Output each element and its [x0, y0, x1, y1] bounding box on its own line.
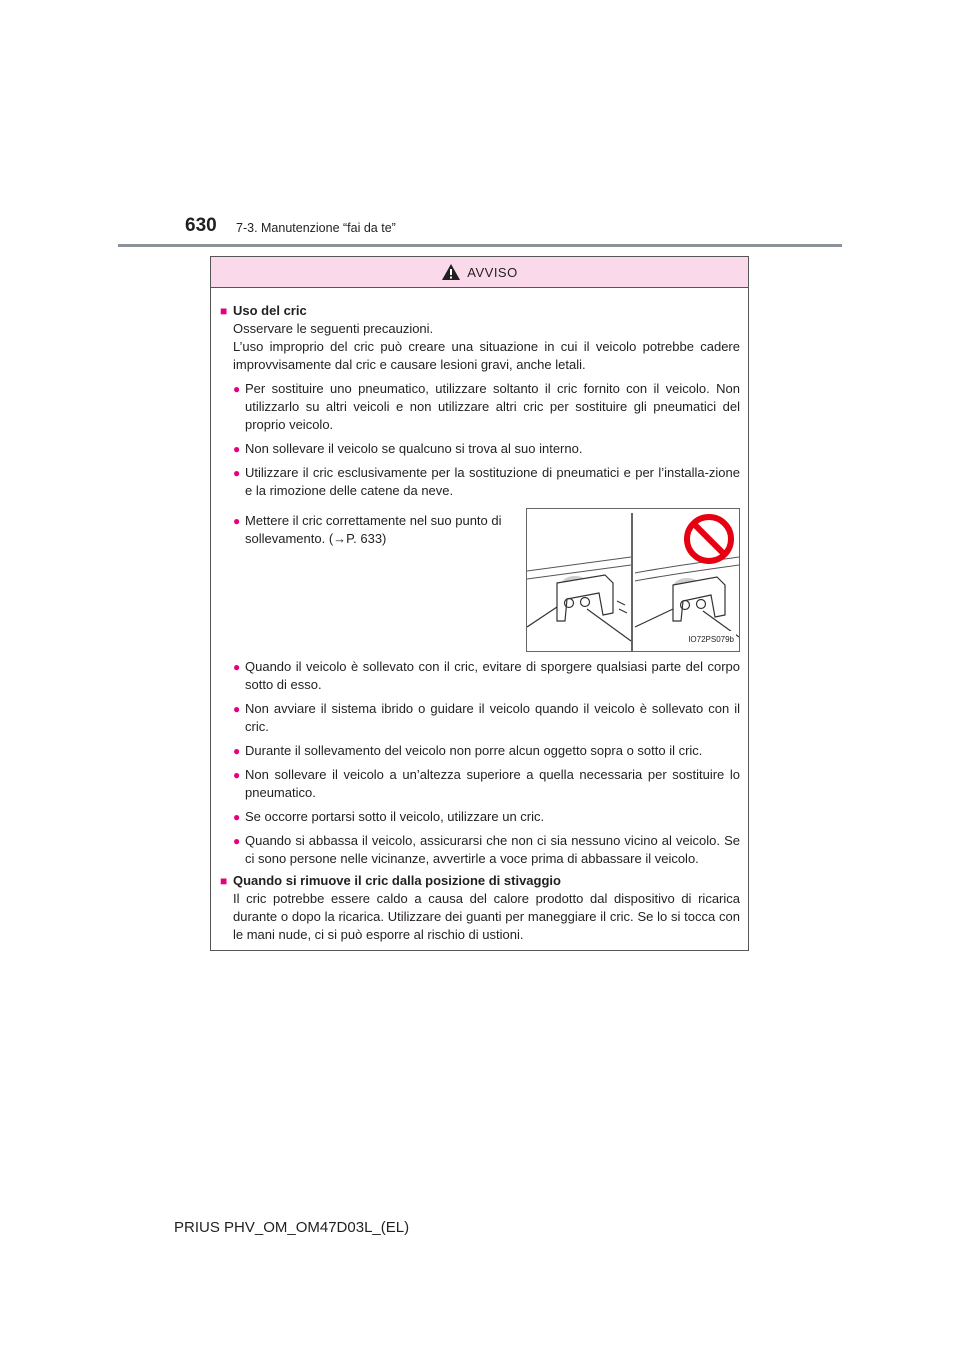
list-item — [233, 512, 506, 652]
list-item — [233, 440, 740, 458]
document-code: PRIUS PHV_OM_OM47D03L_(EL) — [174, 1219, 410, 1236]
page-number: 630 — [185, 215, 217, 236]
figure-row — [220, 508, 740, 652]
paragraph: Il cric potrebbe essere caldo a causa del calore prodotto dal dispositivo di ricarica durante o dopo la ricarica. Utilizzare dei guanti per maneggiare il cric. Se lo si tocca con le mani nude, ci si può esporre al rischio di ustioni. — [233, 891, 740, 942]
circle-bullet-icon: ● — [233, 466, 241, 480]
section-heading — [220, 872, 740, 890]
list-item — [233, 700, 740, 736]
circle-bullet-icon: ● — [233, 382, 241, 396]
circle-bullet-icon: ● — [233, 702, 241, 716]
section-title: 7-3. Manutenzione “fai da te” — [236, 221, 396, 235]
list-item-text: Quando il veicolo è sollevato con il cric, evitare di sporgere qualsiasi parte del corpo sotto di esso. — [245, 659, 740, 692]
list-item — [233, 766, 740, 802]
heading-text: Quando si rimuove il cric dalla posizione di stivaggio — [233, 873, 561, 888]
list-item-text: Durante il sollevamento del veicolo non porre alcun oggetto sopra o sotto il cric. — [245, 743, 703, 758]
circle-bullet-icon: ● — [233, 660, 241, 674]
jack-illustration — [526, 508, 740, 652]
list-item — [233, 658, 740, 694]
prohibition-icon — [687, 517, 731, 561]
warning-content — [211, 288, 748, 944]
header-rule — [118, 244, 842, 247]
list-item — [233, 464, 740, 500]
jack-placement-drawing — [527, 509, 739, 651]
list-item-text: Non avviare il sistema ibrido o guidare il veicolo quando il veicolo è sollevato con il cric. — [245, 701, 740, 734]
square-bullet-icon: ■ — [220, 874, 228, 888]
list-item — [233, 832, 740, 868]
section-heading — [220, 302, 740, 320]
warning-header — [211, 257, 748, 288]
list-item — [233, 742, 740, 760]
circle-bullet-icon: ● — [233, 744, 241, 758]
figure-code: IO72PS079b — [686, 631, 736, 649]
circle-bullet-icon: ● — [233, 514, 241, 528]
warning-triangle-icon — [441, 263, 461, 281]
circle-bullet-icon: ● — [233, 810, 241, 824]
list-item-text: Non sollevare il veicolo se qualcuno si trova al suo interno. — [245, 441, 583, 456]
paragraph: Osservare le seguenti precauzioni. — [233, 321, 434, 336]
circle-bullet-icon: ● — [233, 834, 241, 848]
list-item-text: Mettere il cric correttamente nel suo punto di sollevamento. (→P. 633) — [245, 513, 502, 546]
list-item — [233, 380, 740, 434]
list-item-text: Quando si abbassa il veicolo, assicurarsi che non ci sia nessuno vicino al veicolo. Se ci sono persone nelle vicinanze, avvertirle a voce prima di abbassare il veicolo. — [245, 833, 740, 866]
list-item-text: Per sostituire uno pneumatico, utilizzare soltanto il cric fornito con il veicolo. Non utilizzarlo su altri veicoli e non utilizzare altri cric per sostituire gli pneumatici del proprio veicolo. — [245, 381, 740, 432]
list-item-text: Utilizzare il cric esclusivamente per la sostituzione di pneumatici e per l’installa-zione e la rimozione delle catene da neve. — [245, 465, 740, 498]
circle-bullet-icon: ● — [233, 768, 241, 782]
heading-text: Uso del cric — [233, 303, 307, 318]
list-item — [233, 808, 740, 826]
list-item-text: Non sollevare il veicolo a un’altezza superiore a quella necessaria per sostituire lo pneumatico. — [245, 767, 740, 800]
warning-title: AVVISO — [467, 264, 518, 280]
circle-bullet-icon: ● — [233, 442, 241, 456]
warning-box — [210, 256, 749, 951]
square-bullet-icon: ■ — [220, 304, 228, 318]
list-item-text: Se occorre portarsi sotto il veicolo, utilizzare un cric. — [245, 809, 545, 824]
paragraph: L’uso improprio del cric può creare una situazione in cui il veicolo potrebbe cadere improvvisamente dal cric e causare lesioni gravi, anche letali. — [233, 339, 740, 372]
